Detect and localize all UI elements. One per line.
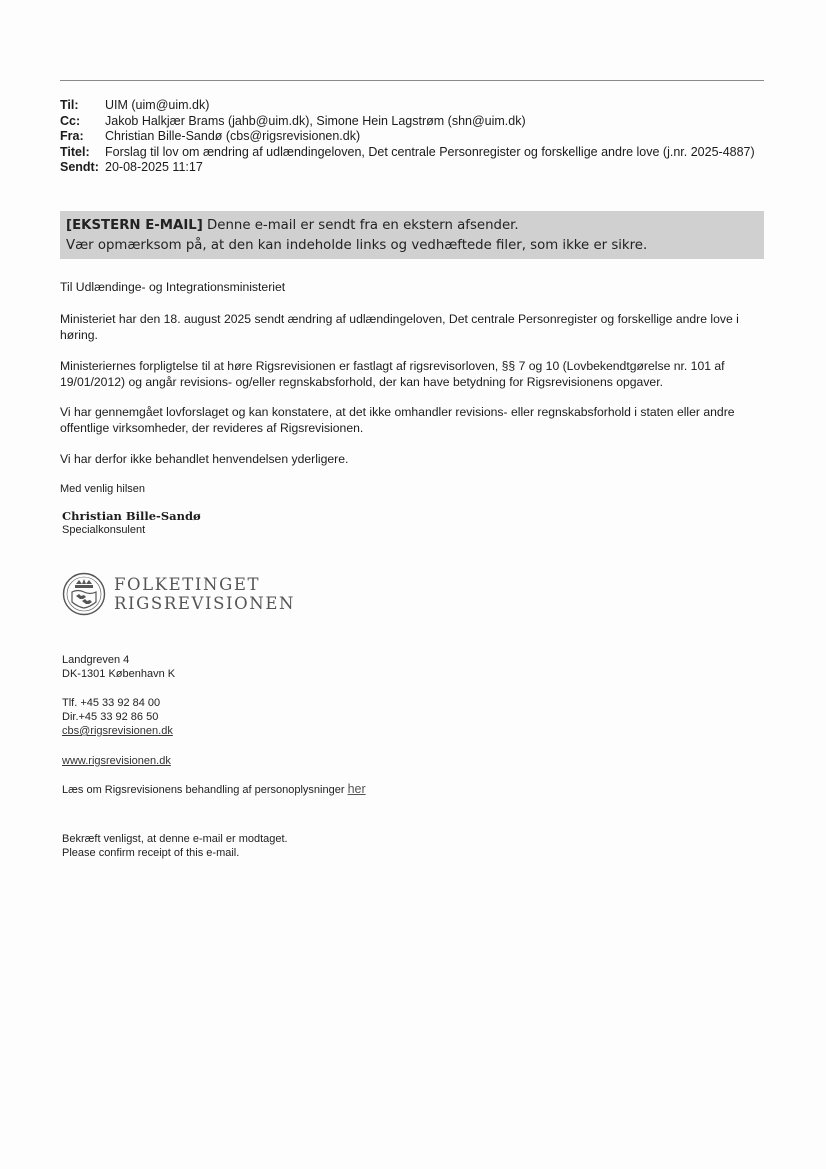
sent-value: 20-08-2025 11:17 — [105, 160, 203, 174]
signature-title: Specialkonsulent — [62, 524, 146, 536]
from-value: Christian Bille-Sandø (cbs@rigsrevisionen.dk) — [105, 129, 361, 143]
paragraph-1: Ministeriet har den 18. august 2025 sendt ændring af udlændingeloven, Det centrale Personregister og forskellige andre love i høring. — [60, 312, 739, 342]
paragraph-4: Vi har derfor ikke behandlet henvendelsen yderligere. — [60, 452, 349, 466]
to-label: Til: — [60, 98, 79, 112]
subject-label: Titel: — [60, 144, 90, 159]
paragraph-2: Ministeriernes forpligtelse til at høre Rigsrevisionen er fastlagt af rigsrevisorloven, §§ 7 og 10 (Lovbekendtgørelse nr. 101 af 19/01/2012) og angår revisions- og/eller regnskabsforhold, der kan have betydning for Rigsrevisionens opgaver. — [60, 359, 725, 389]
rigsrevisionen-logo — [62, 572, 295, 616]
cc-value: Jakob Halkjær Brams (jahb@uim.dk), Simone Hein Lagstrøm (shn@uim.dk) — [105, 113, 526, 128]
privacy-link[interactable]: her — [347, 782, 366, 796]
confirm-english: Please confirm receipt of this e-mail. — [62, 847, 240, 859]
to-row — [60, 98, 765, 114]
sent-row — [60, 160, 765, 176]
external-mail-warning — [60, 211, 764, 259]
external-tag: [EKSTERN E-MAIL] — [66, 218, 203, 233]
subject-row — [60, 145, 765, 161]
direct-number: Dir.+45 33 92 86 50 — [62, 711, 159, 723]
privacy-note — [62, 782, 366, 797]
logo-line-1: FOLKETINGET — [114, 575, 261, 594]
cc-label: Cc: — [60, 113, 81, 128]
warning-line-1 — [66, 216, 758, 236]
warning-text-2: Vær opmærksom på, at den kan indeholde links og vedhæftede filer, som ikke er sikre. — [66, 238, 648, 253]
address-block — [62, 653, 175, 681]
phone-number: Tlf. +45 33 92 84 00 — [62, 697, 161, 709]
privacy-text: Læs om Rigsrevisionens behandling af personoplysninger — [62, 784, 345, 796]
sent-label: Sendt: — [60, 160, 99, 174]
header-divider — [60, 80, 764, 81]
paragraph-3: Vi har gennemgået lovforslaget og kan konstatere, at det ikke omhandler revisions- eller regnskabsforhold i staten eller andre offentlige virksomheder, der revideres af Rigsrevisionen. — [60, 405, 735, 435]
website-link[interactable]: www.rigsrevisionen.dk — [62, 755, 171, 767]
warning-text-1: Denne e-mail er sendt fra en ekstern afsender. — [207, 218, 519, 233]
subject-value: Forslag til lov om ændring af udlændingeloven, Det centrale Personregister og forskellige andre love (j.nr. 2025-4887) — [105, 144, 755, 159]
greeting: Til Udlændinge- og Integrationsministeriet — [60, 280, 286, 294]
address-street: Landgreven 4 — [62, 654, 130, 666]
closing: Med venlig hilsen — [60, 483, 145, 495]
contact-block — [62, 696, 173, 738]
email-header — [60, 98, 765, 176]
logo-line-2: RIGSREVISIONEN — [114, 594, 295, 613]
to-value: UIM (uim@uim.dk) — [105, 98, 210, 112]
cc-row — [60, 114, 765, 130]
email-link[interactable]: cbs@rigsrevisionen.dk — [62, 725, 173, 737]
confirm-block — [62, 832, 288, 860]
crown-seal-icon — [62, 572, 106, 616]
from-row — [60, 129, 765, 145]
address-city: DK-1301 København K — [62, 668, 176, 680]
logo-text — [114, 575, 295, 613]
signature-name: Christian Bille-Sandø — [62, 509, 201, 523]
from-label: Fra: — [60, 129, 84, 143]
confirm-danish: Bekræft venligst, at denne e-mail er modtaget. — [62, 833, 288, 845]
